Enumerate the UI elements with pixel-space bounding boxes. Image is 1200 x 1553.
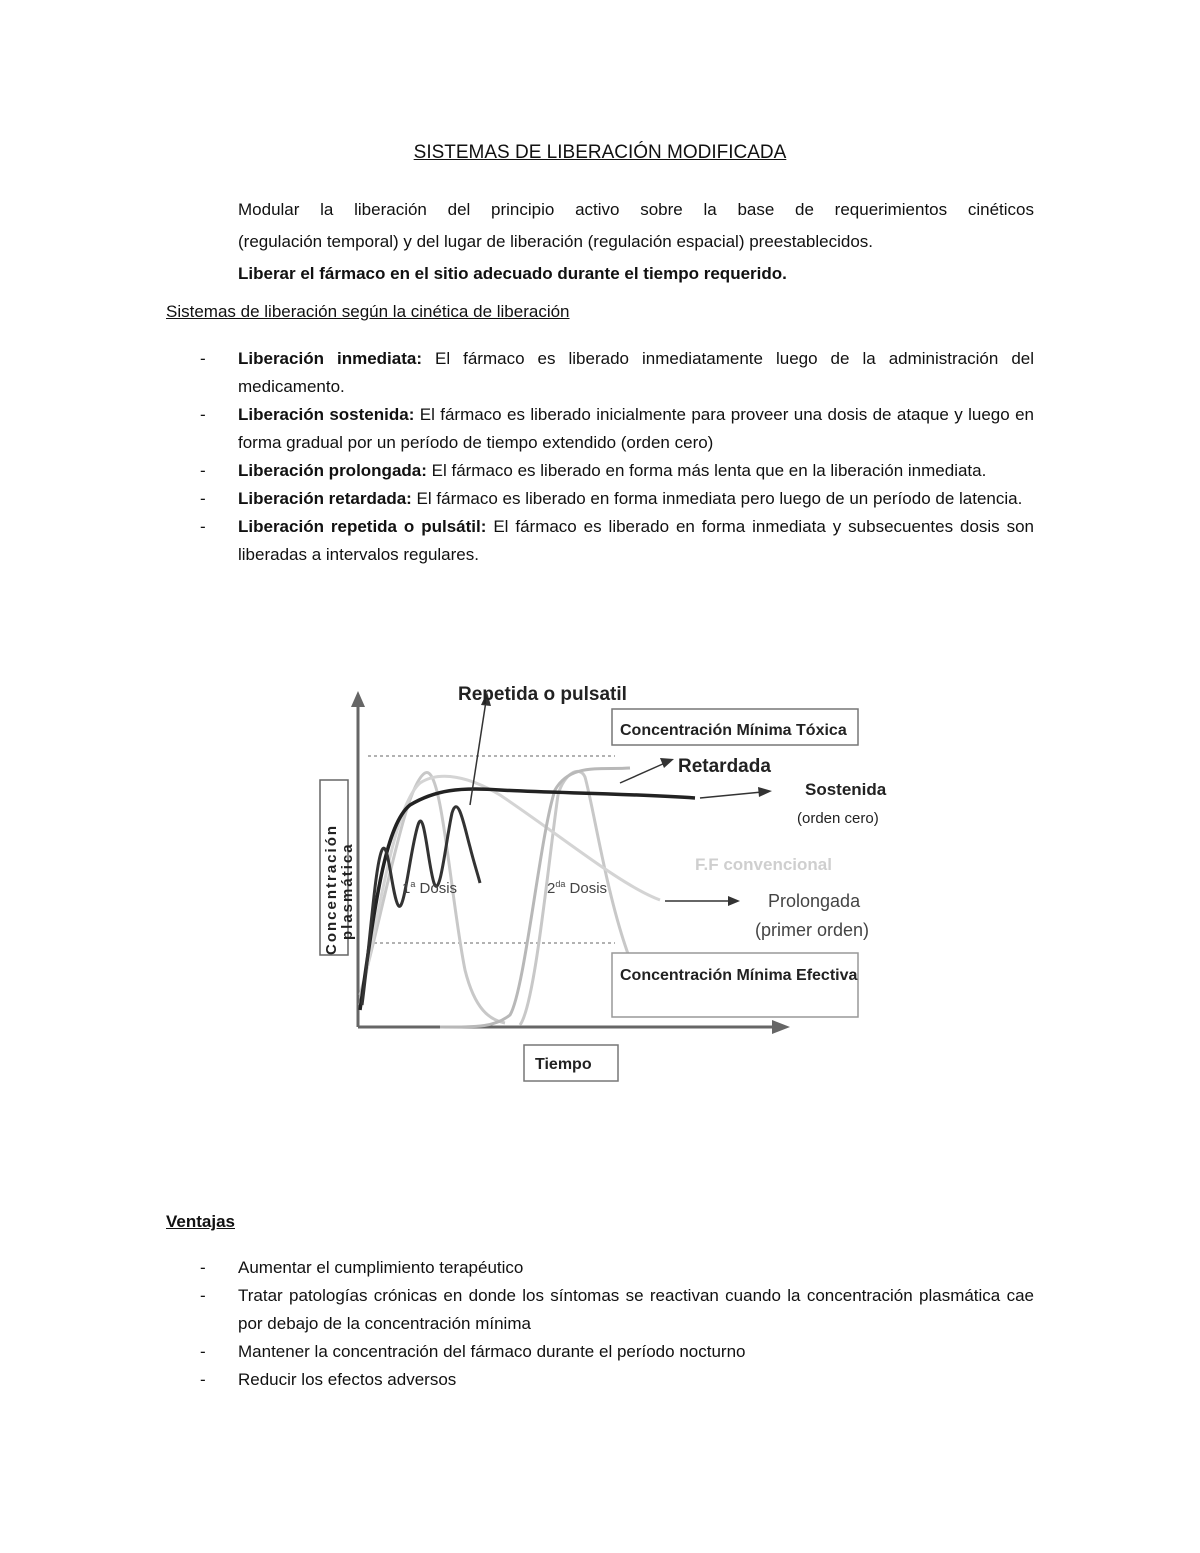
arrow-sostenida-head	[758, 787, 772, 797]
list-dash: -	[200, 1342, 206, 1361]
list-item-term: Liberación sostenida:	[238, 405, 415, 424]
label-sostenida: Sostenida	[805, 780, 887, 799]
list-item	[200, 345, 1034, 401]
arrow-retardada	[620, 763, 665, 783]
list-dash: -	[200, 517, 206, 536]
list-dash: -	[200, 405, 206, 424]
x-axis-label: Tiempo	[535, 1056, 592, 1073]
dose-2-prefix: 2	[547, 880, 556, 897]
list-item-text: Aumentar el cumplimiento terapéutico	[238, 1258, 524, 1277]
intro-text	[238, 194, 1034, 290]
x-axis-arrowhead	[772, 1020, 790, 1034]
list-item	[200, 1282, 1034, 1338]
section-heading-release-systems: Sistemas de liberación según la cinética de liberación	[166, 302, 570, 321]
list-dash: -	[200, 461, 206, 480]
label-prolongada: Prolongada	[768, 891, 861, 911]
advantages-list	[200, 1254, 1034, 1394]
label-dose-1	[402, 879, 457, 897]
list-item-text: El fármaco es liberado en forma más lenta que en la liberación inmediata.	[426, 461, 987, 480]
list-item-text: El fármaco es liberado inmediatamente luego de la administración del medicamento.	[238, 349, 1035, 396]
list-item-text: Mantener la concentración del fármaco durante el período nocturno	[238, 1342, 746, 1361]
y-axis-label-line-2: plasmática	[339, 842, 356, 940]
label-ffconv: F.F convencional	[695, 855, 832, 874]
intro-line-2: (regulación temporal) y del lugar de liberación (regulación espacial) preestablecidos.	[238, 232, 874, 251]
list-item-text: El fármaco es liberado inicialmente para proveer una dosis de ataque y luego en forma gradual por un período de tiempo extendido (orden cero)	[238, 405, 1034, 452]
label-repetida: Repetida o pulsatil	[458, 684, 627, 705]
delayed-release-curve	[440, 768, 630, 1027]
label-toxica: Concentración Mínima Tóxica	[620, 722, 847, 739]
release-kinetics-diagram	[300, 665, 900, 1095]
list-dash: -	[200, 349, 206, 368]
list-item	[200, 485, 1034, 513]
label-retardada: Retardada	[678, 756, 771, 777]
list-item	[200, 457, 1034, 485]
release-kinetics-figure	[300, 665, 900, 1095]
dose-2-superscript: da	[555, 879, 566, 889]
intro-line-1: Modular la liberación del principio activo sobre la base de requerimientos cinéticos	[238, 200, 1034, 219]
label-efectiva: Concentración Mínima Efectiva	[620, 967, 858, 984]
list-item	[200, 1366, 1034, 1394]
page-title: SISTEMAS DE LIBERACIÓN MODIFICADA	[413, 142, 787, 163]
list-dash: -	[200, 489, 206, 508]
dose-1-suffix: Dosis	[415, 880, 458, 897]
dose-1-prefix: 1	[402, 880, 411, 897]
intro-bold-line: Liberar el fármaco en el sitio adecuado durante el tiempo requerido.	[238, 264, 787, 283]
list-item	[200, 1254, 1034, 1282]
list-item	[200, 401, 1034, 457]
list-item	[200, 513, 1034, 569]
list-dash: -	[200, 1258, 206, 1277]
list-dash: -	[200, 1370, 206, 1389]
label-dose-2	[547, 879, 607, 897]
dose-1-superscript: a	[410, 879, 416, 889]
arrow-sostenida	[700, 792, 762, 798]
release-types-list	[200, 345, 1034, 569]
y-axis-label-line-1: Concentración	[323, 823, 340, 955]
effective-label-box	[612, 953, 858, 1017]
list-item-text: Tratar patologías crónicas en donde los síntomas se reactivan cuando la concentración plasmática cae por debajo de la concentración mínima	[238, 1286, 1034, 1333]
list-item-term: Liberación repetida o pulsátil:	[238, 517, 487, 536]
list-item-text: El fármaco es liberado en forma inmediata y subsecuentes dosis son liberadas a intervalos regulares.	[238, 517, 1035, 564]
y-axis-arrowhead	[351, 691, 365, 707]
list-item-term: Liberación inmediata:	[238, 349, 422, 368]
list-item-term: Liberación prolongada:	[238, 461, 427, 480]
label-primer-orden: (primer orden)	[755, 920, 870, 940]
list-dash: -	[200, 1286, 206, 1305]
list-item-text: El fármaco es liberado en forma inmediata pero luego de un período de latencia.	[411, 489, 1023, 508]
label-orden-cero: (orden cero)	[797, 810, 879, 827]
section-heading-advantages: Ventajas	[166, 1212, 235, 1231]
list-item-term: Liberación retardada:	[238, 489, 412, 508]
list-item	[200, 1338, 1034, 1366]
dose-2-suffix: Dosis	[565, 880, 608, 897]
intro-bullet-block	[200, 194, 1034, 290]
arrow-retardada-head	[660, 758, 674, 768]
arrow-prolongada-head	[728, 896, 740, 906]
list-item-text: Reducir los efectos adversos	[238, 1370, 457, 1389]
